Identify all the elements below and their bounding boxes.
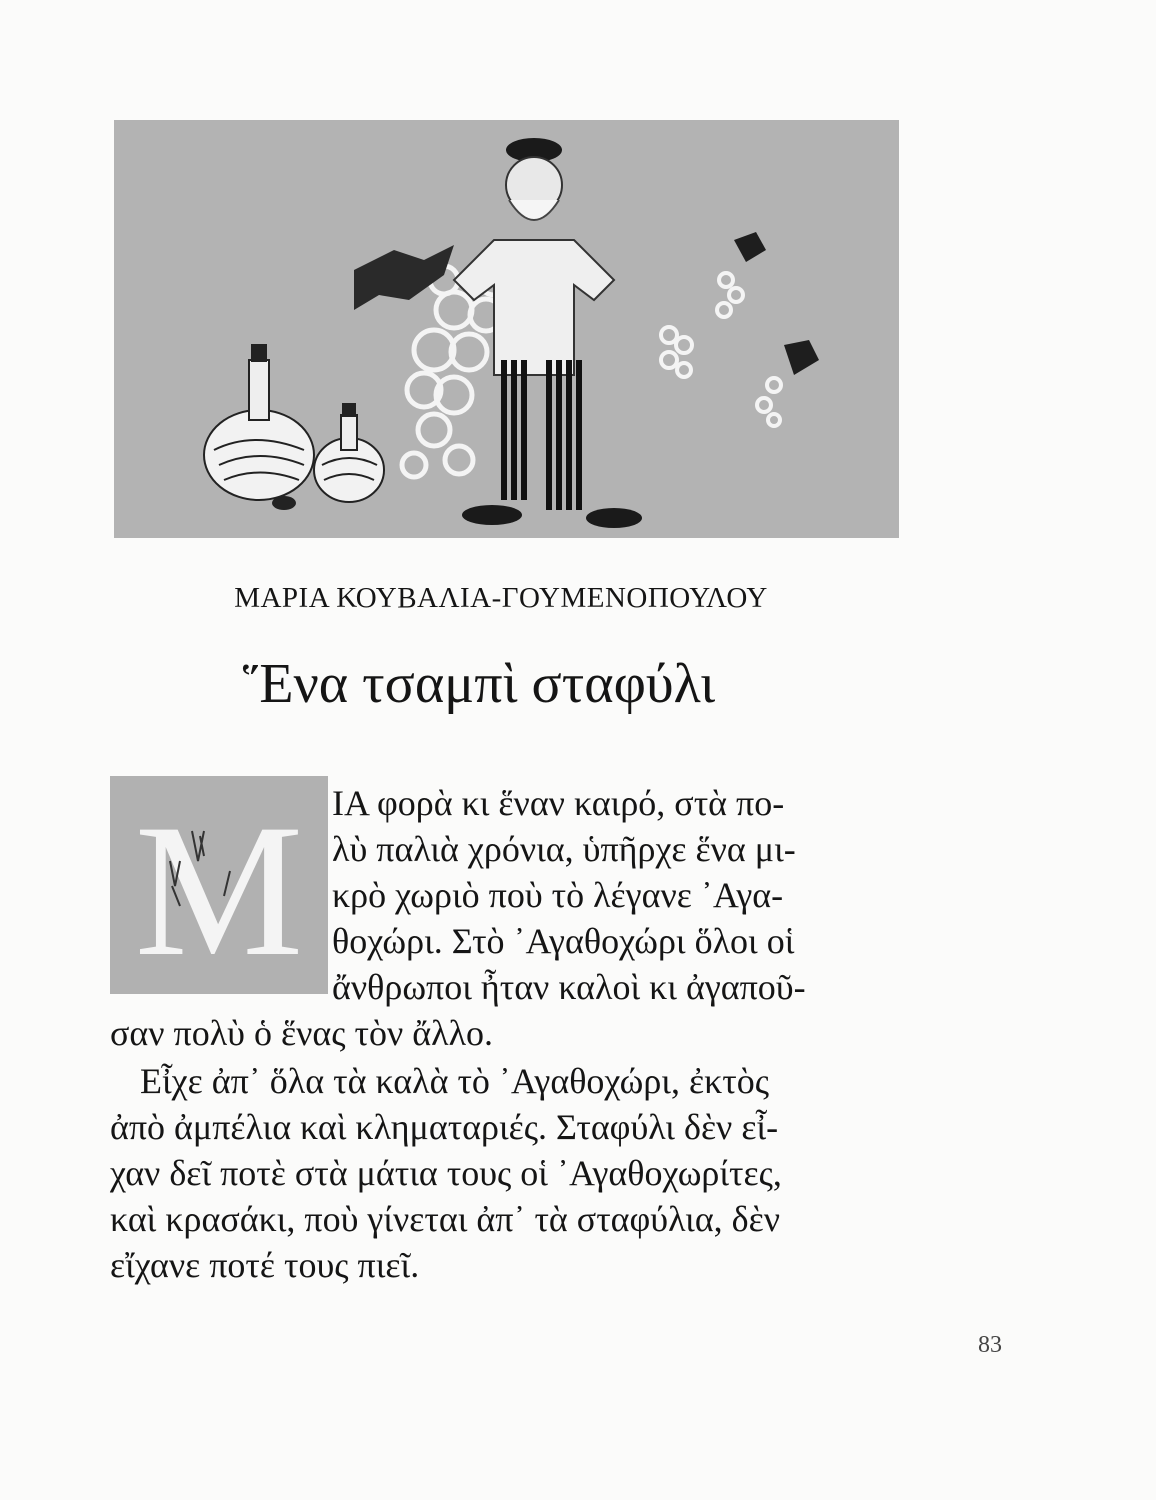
bottle-small-icon (314, 404, 384, 502)
body-line: θοχώρι. Στὸ ᾿Αγαθοχώρι ὅλοι οἱ (332, 921, 795, 961)
body-line: λὺ παλιὰ χρόνια, ὑπῆρχε ἕνα μι- (332, 829, 796, 869)
body-line: καὶ κρασάκι, ποὺ γίνεται ἀπ᾿ τὰ σταφύλια, δὲν (110, 1199, 781, 1239)
body-line: κρὸ χωριὸ ποὺ τὸ λέγανε ᾿Αγα- (332, 875, 784, 915)
dropcap-letter-m (110, 776, 328, 994)
grape-cluster-icon (402, 265, 509, 477)
author-name: ΜΑΡΙΑ ΚΟΥΒΑΛΙΑ-ΓΟΥΜΕΝΟΠΟΥΛΟΥ (234, 582, 768, 614)
bottle-large-icon (204, 345, 314, 500)
body-line: ἄνθρωποι ἦταν καλοὶ κι ἀγαποῦ- (332, 967, 806, 1007)
story-title: Ἕνα τσαμπὶ σταφύλι (242, 653, 716, 715)
leaf-right-icon (734, 232, 766, 262)
body-line: εἴχανε ποτέ τους πιεῖ. (110, 1245, 420, 1285)
illustration (114, 120, 899, 538)
grape-bunch-right-icon (661, 273, 781, 426)
body-line: Εἶχε ἀπ᾿ ὅλα τὰ καλὰ τὸ ᾿Αγαθοχώρι, ἐκτὸς (140, 1061, 769, 1101)
leaf-far-right-icon (784, 340, 819, 375)
body-line: χαν δεῖ ποτὲ στὰ μάτια τους οἱ ᾿Αγαθοχωρίτες, (110, 1153, 782, 1193)
body-line: ἀπὸ ἀμπέλια καὶ κληματαριές. Σταφύλι δὲν εἶ- (110, 1107, 779, 1147)
body-line: σαν πολὺ ὁ ἕνας τὸν ἄλλο. (110, 1013, 494, 1053)
body-line: ΙΑ φορὰ κι ἕναν καιρό, στὰ πο- (332, 783, 785, 823)
dropcap-box (110, 776, 328, 994)
illustration-drawing (114, 120, 899, 538)
page-number: 83 (978, 1332, 1002, 1358)
svg-text:M: M (134, 786, 304, 994)
